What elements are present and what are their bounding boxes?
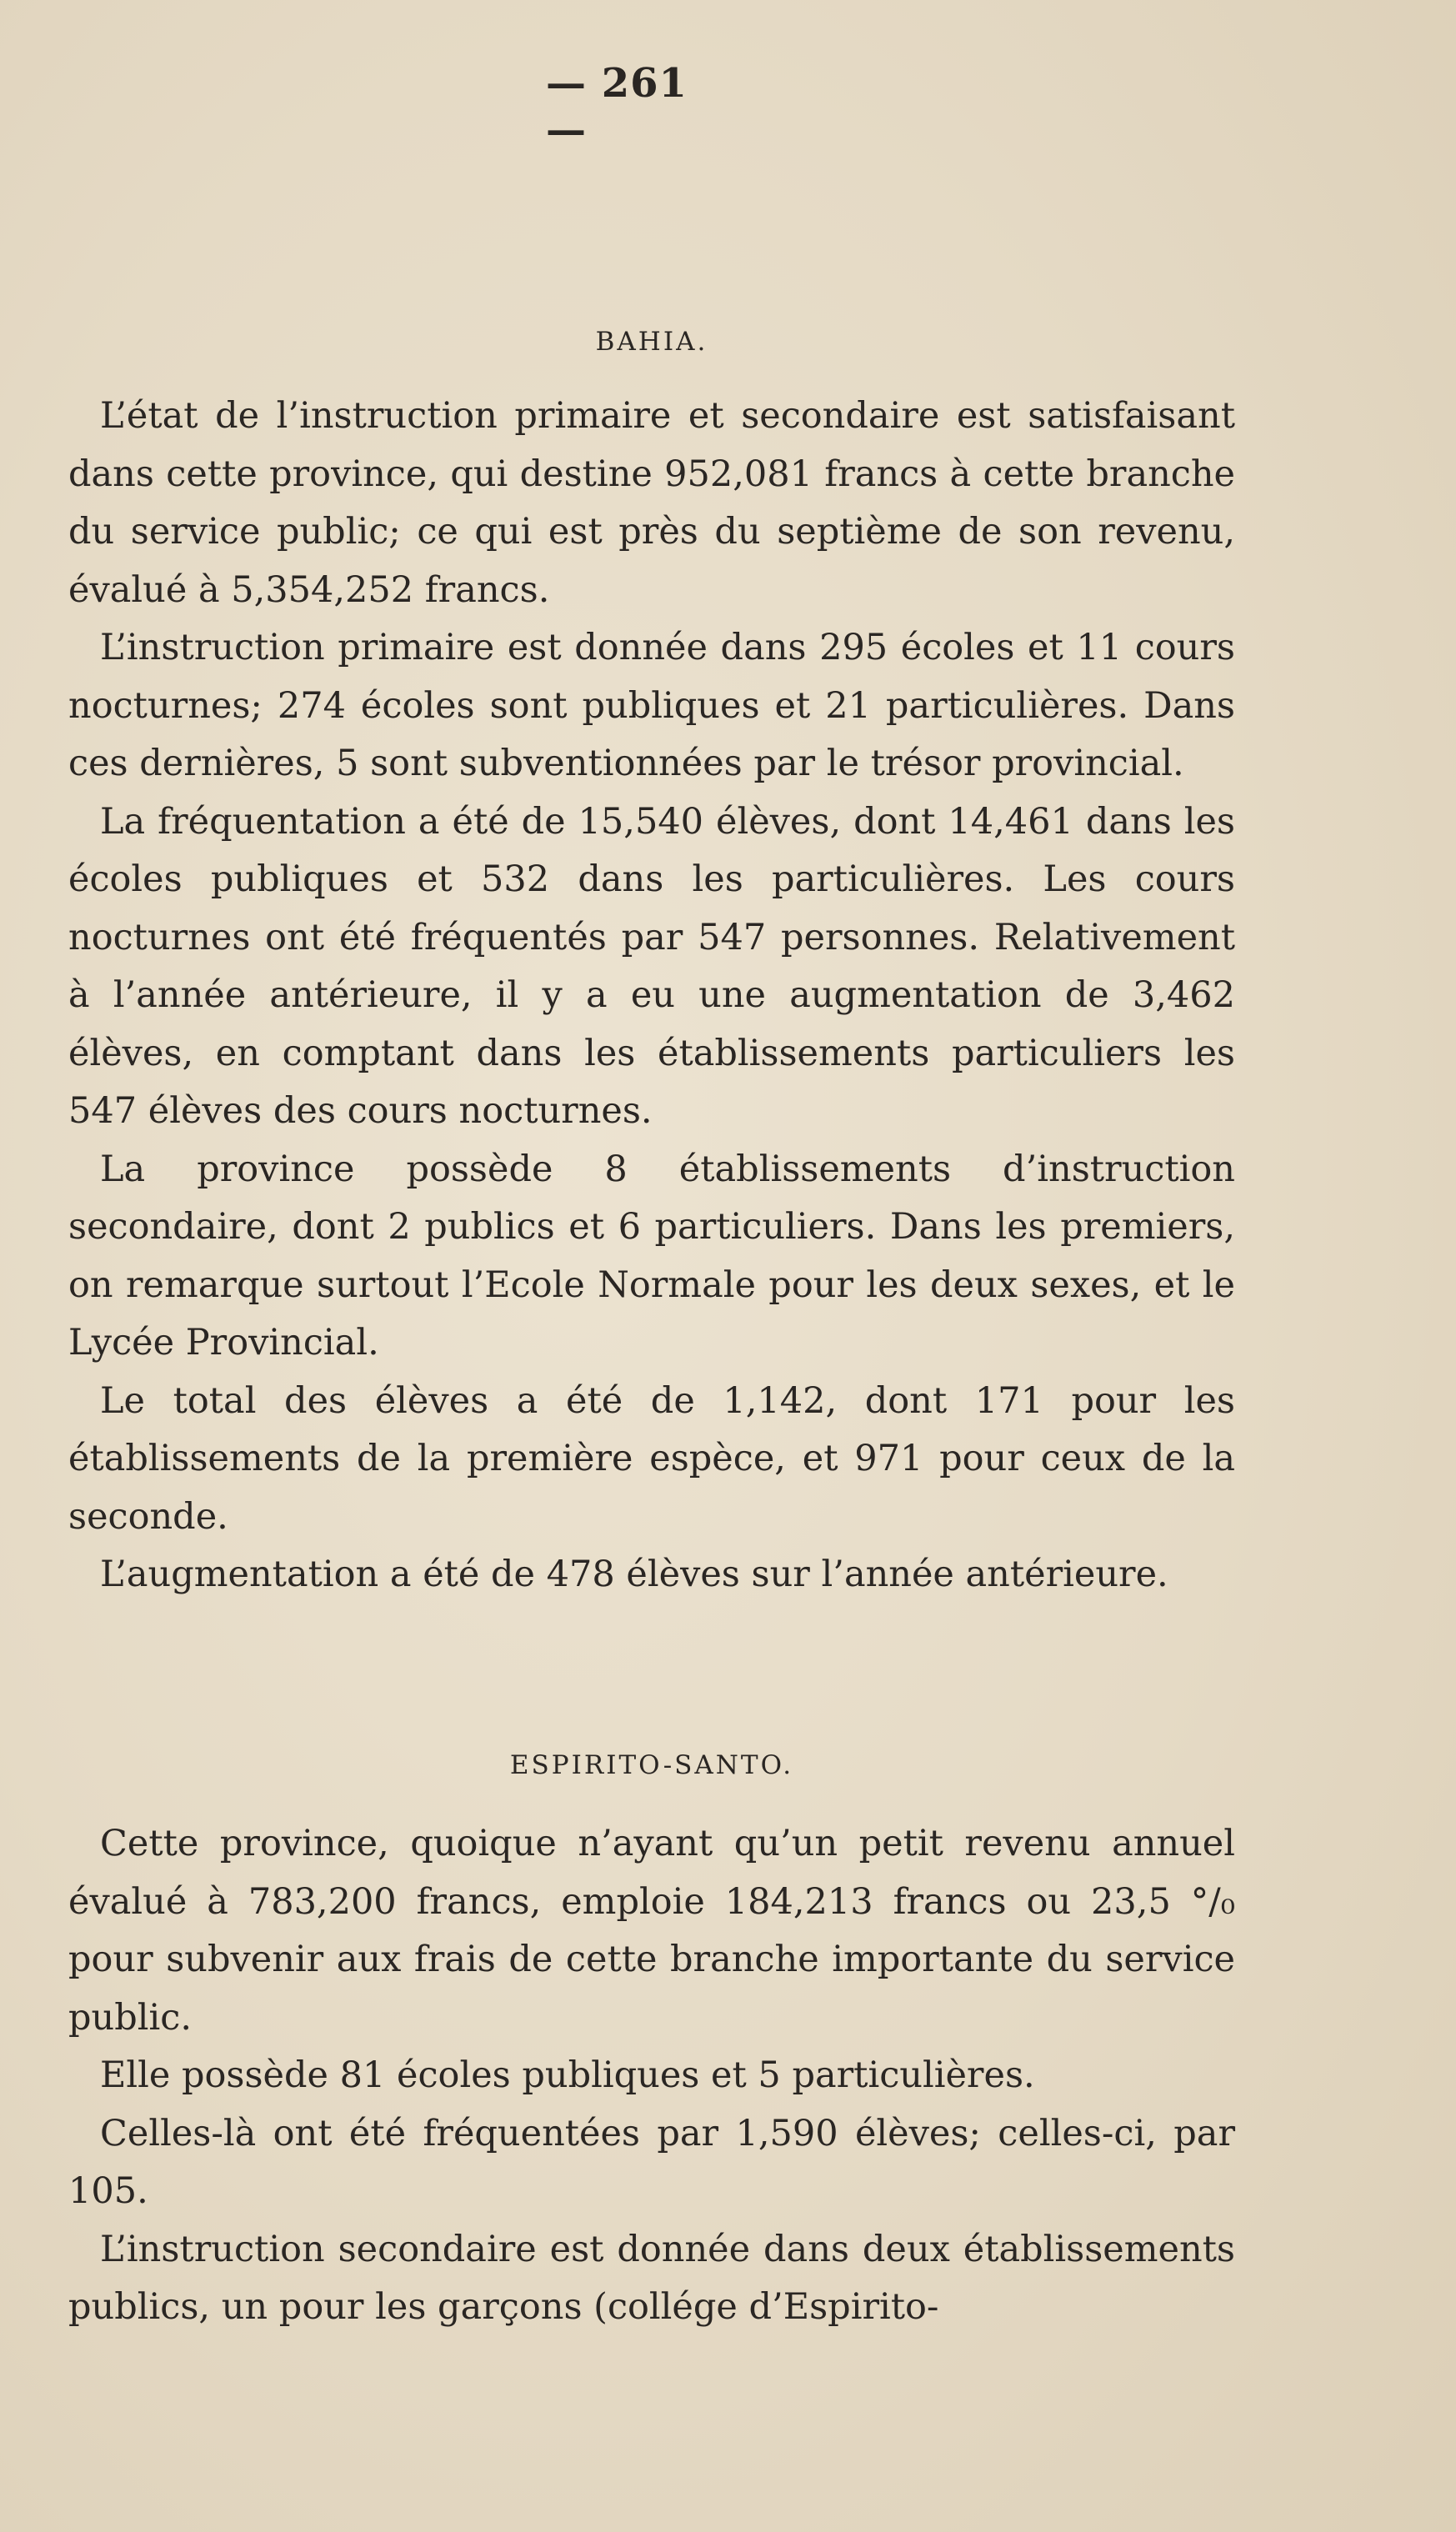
- section-heading-espirito-santo: ESPIRITO-SANTO.: [509, 1750, 794, 1780]
- paragraph: Le total des élèves a été de 1,142, dont 171 pour les établissements de la première espèce, et 971 pour ceux de la seconde.: [68, 1379, 1235, 1538]
- paragraph: L’état de l’instruction primaire et secondaire est satisfaisant dans cette province, qui destine 952,081 francs à cette branche du service public; ce qui est près du septième de son revenu, évalué à 5,354,252 francs.: [68, 395, 1235, 611]
- paragraph: La province possède 8 établissements d’instruction secondaire, dont 2 publics et 6 particuliers. Dans les premiers, on remarque surtout l’Ecole Normale pour les deux sexes, et le Lycée Provincial.: [68, 1148, 1235, 1364]
- page-number: — 261 —: [546, 60, 688, 153]
- section-espirito-santo: [68, 1815, 1235, 2337]
- paragraph: Elle possède 81 écoles publiques et 5 particulières.: [100, 2054, 1035, 2096]
- paragraph: L’instruction primaire est donnée dans 295 écoles et 11 cours nocturnes; 274 écoles sont publiques et 21 particulières. Dans ces dernières, 5 sont subventionnées par le trésor provincial.: [68, 627, 1235, 784]
- section-bahia: [68, 388, 1235, 1604]
- paragraph: L’augmentation a été de 478 élèves sur l’année antérieure.: [100, 1554, 1168, 1595]
- paragraph: Cette province, quoique n’ayant qu’un petit revenu annuel évalué à 783,200 francs, emploie 184,213 francs ou 23,5 °/₀ pour subvenir aux frais de cette branche importante du service public.: [68, 1823, 1235, 2039]
- paragraph: Celles-là ont été fréquentées par 1,590 élèves; celles-ci, par 105.: [68, 2112, 1235, 2212]
- section-heading-bahia: BAHIA.: [595, 327, 708, 357]
- paragraph: La fréquentation a été de 15,540 élèves, dont 14,461 dans les écoles publiques et 532 dans les particulières. Les cours nocturnes ont été fréquentés par 547 personnes. Relativement à l’année antérieure, il y a eu une augmentation de 3,462 élèves, en comptant dans les établissements particuliers les 547 élèves des cours nocturnes.: [68, 800, 1235, 1132]
- paragraph: L’instruction secondaire est donnée dans deux établissements publics, un pour les garçons (collége d’Espirito-: [68, 2228, 1235, 2328]
